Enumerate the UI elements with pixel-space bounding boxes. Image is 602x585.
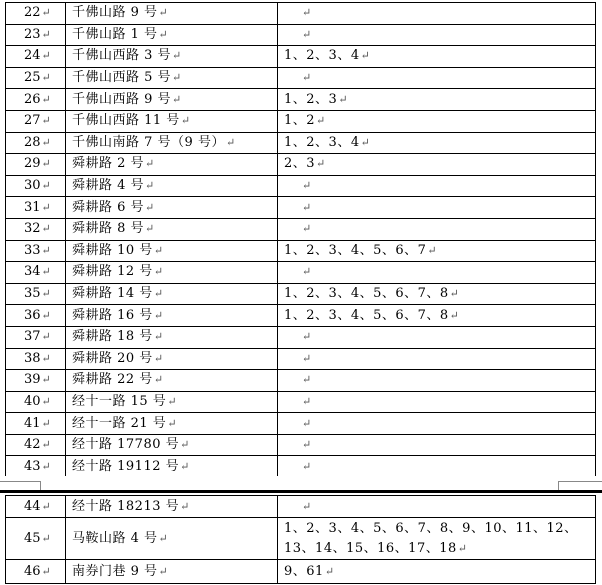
address-cell bbox=[66, 413, 278, 435]
table-row bbox=[6, 305, 596, 327]
table-row bbox=[6, 496, 596, 518]
row-number-cell bbox=[6, 434, 66, 456]
row-number: 26 bbox=[24, 91, 41, 107]
row-number-cell bbox=[6, 518, 66, 560]
row-number-cell bbox=[6, 24, 66, 46]
paragraph-mark: ↵ bbox=[302, 416, 312, 430]
row-number-cell bbox=[6, 496, 66, 518]
row-number: 45 bbox=[24, 530, 41, 546]
address-text: 舜耕路 4 号 bbox=[72, 178, 145, 194]
paragraph-mark: ↵ bbox=[316, 157, 326, 171]
paragraph-mark: ↵ bbox=[302, 27, 312, 41]
paragraph-mark: ↵ bbox=[158, 531, 169, 545]
address-text: 舜耕路 8 号 bbox=[72, 221, 145, 237]
address-cell bbox=[66, 24, 278, 46]
row-number: 46 bbox=[24, 563, 41, 579]
table-row bbox=[6, 348, 596, 370]
row-number: 36 bbox=[24, 307, 41, 323]
address-cell bbox=[66, 370, 278, 392]
row-number: 24 bbox=[24, 48, 41, 64]
paragraph-mark: ↵ bbox=[41, 394, 51, 408]
paragraph-mark: ↵ bbox=[41, 531, 51, 545]
row-number: 43 bbox=[24, 458, 41, 474]
address-text: 舜耕路 22 号 bbox=[72, 372, 153, 388]
paragraph-mark: ↵ bbox=[302, 200, 312, 214]
paragraph-mark: ↵ bbox=[153, 373, 164, 387]
table-row bbox=[6, 413, 596, 435]
address-cell bbox=[66, 89, 278, 111]
row-number: 33 bbox=[24, 242, 41, 258]
address-text: 千佛山路 9 号 bbox=[72, 5, 158, 21]
paragraph-mark: ↵ bbox=[41, 49, 51, 63]
address-cell bbox=[66, 110, 278, 132]
paragraph-mark: ↵ bbox=[302, 265, 312, 279]
paragraph-mark: ↵ bbox=[449, 308, 460, 322]
unit-numbers-cell bbox=[278, 46, 596, 68]
table-row bbox=[6, 3, 596, 25]
paragraph-mark: ↵ bbox=[457, 541, 468, 555]
paragraph-mark: ↵ bbox=[172, 92, 182, 106]
crop-mark-right-vertical bbox=[558, 481, 559, 490]
paragraph-mark: ↵ bbox=[427, 243, 438, 257]
address-text: 经十路 18213 号 bbox=[72, 498, 180, 514]
crop-mark-left-vertical bbox=[40, 481, 41, 490]
address-cell bbox=[66, 262, 278, 284]
paragraph-mark: ↵ bbox=[316, 114, 326, 128]
table-row bbox=[6, 154, 596, 176]
address-table-page1 bbox=[5, 2, 596, 478]
row-number: 35 bbox=[24, 286, 41, 302]
paragraph-mark: ↵ bbox=[41, 135, 51, 149]
address-cell bbox=[66, 132, 278, 154]
paragraph-mark: ↵ bbox=[153, 265, 164, 279]
paragraph-mark: ↵ bbox=[167, 394, 178, 408]
paragraph-mark: ↵ bbox=[302, 330, 312, 344]
paragraph-mark: ↵ bbox=[449, 287, 460, 301]
row-number: 31 bbox=[24, 199, 41, 215]
paragraph-mark: ↵ bbox=[145, 222, 155, 236]
address-cell bbox=[66, 305, 278, 327]
address-cell bbox=[66, 348, 278, 370]
row-number-cell bbox=[6, 46, 66, 68]
table-row bbox=[6, 434, 596, 456]
table-row bbox=[6, 560, 596, 584]
paragraph-mark: ↵ bbox=[41, 92, 51, 106]
address-cell bbox=[66, 560, 278, 584]
paragraph-mark: ↵ bbox=[41, 114, 51, 128]
row-number: 38 bbox=[24, 350, 41, 366]
crop-mark-right bbox=[558, 481, 602, 482]
table-row bbox=[6, 46, 596, 68]
unit-numbers: 1、2、3、4、5、6、7、8 bbox=[284, 307, 449, 323]
paragraph-mark: ↵ bbox=[41, 71, 51, 85]
address-cell bbox=[66, 326, 278, 348]
row-number-cell bbox=[6, 413, 66, 435]
row-number-cell bbox=[6, 3, 66, 25]
address-text: 舜耕路 2 号 bbox=[72, 156, 145, 172]
row-number: 30 bbox=[24, 178, 41, 194]
paragraph-mark: ↵ bbox=[41, 351, 51, 365]
paragraph-mark: ↵ bbox=[302, 499, 312, 513]
paragraph-mark: ↵ bbox=[41, 27, 51, 41]
row-number-cell bbox=[6, 175, 66, 197]
paragraph-mark: ↵ bbox=[360, 49, 371, 63]
address-text: 舜耕路 10 号 bbox=[72, 242, 153, 258]
unit-numbers-cell bbox=[278, 3, 596, 25]
address-text: 千佛山西路 11 号 bbox=[72, 113, 180, 129]
unit-numbers-cell bbox=[278, 24, 596, 46]
paragraph-mark: ↵ bbox=[360, 135, 371, 149]
paragraph-mark: ↵ bbox=[145, 200, 155, 214]
table-body bbox=[6, 3, 596, 478]
unit-numbers-cell bbox=[278, 154, 596, 176]
unit-numbers-cell bbox=[278, 496, 596, 518]
unit-numbers-cell bbox=[278, 456, 596, 478]
address-cell bbox=[66, 496, 278, 518]
paragraph-mark: ↵ bbox=[180, 499, 190, 513]
paragraph-mark: ↵ bbox=[158, 564, 169, 578]
paragraph-mark: ↵ bbox=[41, 287, 51, 301]
row-number: 23 bbox=[24, 26, 41, 42]
row-number: 41 bbox=[24, 415, 41, 431]
paragraph-mark: ↵ bbox=[145, 157, 155, 171]
row-number: 27 bbox=[24, 113, 41, 129]
table-row bbox=[6, 132, 596, 154]
address-text: 千佛山路 1 号 bbox=[72, 26, 158, 42]
table-row bbox=[6, 24, 596, 46]
row-number-cell bbox=[6, 67, 66, 89]
address-text: 经十一路 21 号 bbox=[72, 415, 167, 431]
paragraph-mark: ↵ bbox=[338, 92, 349, 106]
unit-numbers-cell bbox=[278, 348, 596, 370]
unit-numbers-cell bbox=[278, 283, 596, 305]
row-number: 32 bbox=[24, 221, 41, 237]
table-row bbox=[6, 110, 596, 132]
paragraph-mark: ↵ bbox=[180, 438, 190, 452]
address-cell bbox=[66, 391, 278, 413]
paragraph-mark: ↵ bbox=[167, 416, 178, 430]
table-row bbox=[6, 218, 596, 240]
table-row bbox=[6, 89, 596, 111]
row-number: 25 bbox=[24, 70, 41, 86]
address-text: 千佛山西路 3 号 bbox=[72, 48, 172, 64]
table-row bbox=[6, 262, 596, 284]
paragraph-mark: ↵ bbox=[41, 373, 51, 387]
row-number: 44 bbox=[24, 498, 41, 514]
paragraph-mark: ↵ bbox=[41, 243, 51, 257]
unit-numbers: 2、3 bbox=[284, 156, 316, 172]
unit-numbers: 1、2、3、4、5、6、7、8 bbox=[284, 286, 449, 302]
unit-numbers-cell bbox=[278, 305, 596, 327]
unit-numbers-cell bbox=[278, 370, 596, 392]
paragraph-mark: ↵ bbox=[153, 308, 164, 322]
unit-numbers: 1、2、3、4、5、6、7、8、9、10、11、12、13、14、15、16、17、18 bbox=[284, 520, 578, 556]
address-text: 舜耕路 20 号 bbox=[72, 350, 153, 366]
address-cell bbox=[66, 456, 278, 478]
address-text: 舜耕路 12 号 bbox=[72, 264, 153, 280]
address-text: 舜耕路 14 号 bbox=[72, 286, 153, 302]
paragraph-mark: ↵ bbox=[41, 564, 51, 578]
table-row bbox=[6, 197, 596, 219]
row-number-cell bbox=[6, 197, 66, 219]
row-number: 39 bbox=[24, 372, 41, 388]
paragraph-mark: ↵ bbox=[302, 71, 312, 85]
page-break-rule bbox=[0, 490, 602, 493]
row-number-cell bbox=[6, 283, 66, 305]
address-cell bbox=[66, 3, 278, 25]
unit-numbers-cell bbox=[278, 413, 596, 435]
row-number-cell bbox=[6, 348, 66, 370]
row-number-cell bbox=[6, 262, 66, 284]
table-row bbox=[6, 240, 596, 262]
paragraph-mark: ↵ bbox=[41, 6, 51, 20]
row-number: 22 bbox=[24, 5, 41, 21]
row-number-cell bbox=[6, 456, 66, 478]
row-number-cell bbox=[6, 370, 66, 392]
address-text: 马鞍山路 4 号 bbox=[72, 530, 158, 546]
unit-numbers: 1、2、3、4 bbox=[284, 134, 360, 150]
unit-numbers: 1、2 bbox=[284, 113, 316, 129]
row-number: 34 bbox=[24, 264, 41, 280]
address-text: 千佛山南路 7 号（9 号） bbox=[72, 134, 225, 150]
paragraph-mark: ↵ bbox=[225, 135, 236, 149]
unit-numbers-cell bbox=[278, 175, 596, 197]
paragraph-mark: ↵ bbox=[41, 179, 51, 193]
table-row bbox=[6, 283, 596, 305]
paragraph-mark: ↵ bbox=[41, 157, 51, 171]
address-cell bbox=[66, 197, 278, 219]
paragraph-mark: ↵ bbox=[41, 438, 51, 452]
address-text: 经十路 17780 号 bbox=[72, 437, 180, 453]
paragraph-mark: ↵ bbox=[302, 179, 312, 193]
address-table-page2 bbox=[5, 495, 596, 584]
address-cell bbox=[66, 518, 278, 560]
address-text: 千佛山西路 5 号 bbox=[72, 70, 172, 86]
address-text: 舜耕路 6 号 bbox=[72, 199, 145, 215]
address-text: 经十路 19112 号 bbox=[72, 458, 180, 474]
table-row bbox=[6, 326, 596, 348]
address-text: 舜耕路 18 号 bbox=[72, 329, 153, 345]
paragraph-mark: ↵ bbox=[41, 459, 51, 473]
paragraph-mark: ↵ bbox=[158, 27, 169, 41]
paragraph-mark: ↵ bbox=[41, 265, 51, 279]
row-number: 29 bbox=[24, 156, 41, 172]
paragraph-mark: ↵ bbox=[172, 49, 182, 63]
row-number-cell bbox=[6, 132, 66, 154]
address-cell bbox=[66, 218, 278, 240]
unit-numbers: 1、2、3 bbox=[284, 91, 338, 107]
row-number: 40 bbox=[24, 393, 41, 409]
paragraph-mark: ↵ bbox=[145, 179, 155, 193]
row-number-cell bbox=[6, 305, 66, 327]
address-cell bbox=[66, 46, 278, 68]
paragraph-mark: ↵ bbox=[302, 373, 312, 387]
paragraph-mark: ↵ bbox=[41, 200, 51, 214]
table-row bbox=[6, 370, 596, 392]
row-number-cell bbox=[6, 218, 66, 240]
paragraph-mark: ↵ bbox=[158, 6, 169, 20]
paragraph-mark: ↵ bbox=[153, 287, 164, 301]
unit-numbers-cell bbox=[278, 391, 596, 413]
unit-numbers: 9、61 bbox=[284, 563, 324, 579]
row-number: 42 bbox=[24, 437, 41, 453]
row-number: 28 bbox=[24, 134, 41, 150]
row-number-cell bbox=[6, 89, 66, 111]
table-row bbox=[6, 391, 596, 413]
unit-numbers: 1、2、3、4 bbox=[284, 48, 360, 64]
row-number: 37 bbox=[24, 329, 41, 345]
unit-numbers-cell bbox=[278, 434, 596, 456]
paragraph-mark: ↵ bbox=[172, 71, 182, 85]
address-cell bbox=[66, 154, 278, 176]
paragraph-mark: ↵ bbox=[302, 394, 312, 408]
paragraph-mark: ↵ bbox=[180, 114, 191, 128]
unit-numbers-cell bbox=[278, 518, 596, 560]
unit-numbers-cell bbox=[278, 262, 596, 284]
paragraph-mark: ↵ bbox=[302, 438, 312, 452]
unit-numbers-cell bbox=[278, 218, 596, 240]
paragraph-mark: ↵ bbox=[302, 6, 312, 20]
address-text: 经十一路 15 号 bbox=[72, 393, 167, 409]
unit-numbers-cell bbox=[278, 67, 596, 89]
paragraph-mark: ↵ bbox=[41, 330, 51, 344]
paragraph-mark: ↵ bbox=[324, 564, 335, 578]
unit-numbers-cell bbox=[278, 110, 596, 132]
address-cell bbox=[66, 175, 278, 197]
address-text: 舜耕路 16 号 bbox=[72, 307, 153, 323]
unit-numbers-cell bbox=[278, 197, 596, 219]
paragraph-mark: ↵ bbox=[302, 222, 312, 236]
paragraph-mark: ↵ bbox=[302, 459, 312, 473]
row-number-cell bbox=[6, 560, 66, 584]
table-row bbox=[6, 518, 596, 560]
address-text: 南券门巷 9 号 bbox=[72, 563, 158, 579]
row-number-cell bbox=[6, 391, 66, 413]
paragraph-mark: ↵ bbox=[41, 416, 51, 430]
paragraph-mark: ↵ bbox=[302, 351, 312, 365]
paragraph-mark: ↵ bbox=[41, 308, 51, 322]
paragraph-mark: ↵ bbox=[41, 222, 51, 236]
unit-numbers-cell bbox=[278, 560, 596, 584]
address-text: 千佛山西路 9 号 bbox=[72, 91, 172, 107]
address-cell bbox=[66, 67, 278, 89]
row-number-cell bbox=[6, 110, 66, 132]
row-number-cell bbox=[6, 326, 66, 348]
paragraph-mark: ↵ bbox=[153, 351, 164, 365]
address-cell bbox=[66, 434, 278, 456]
unit-numbers: 1、2、3、4、5、6、7 bbox=[284, 242, 427, 258]
paragraph-mark: ↵ bbox=[180, 459, 190, 473]
table-row bbox=[6, 456, 596, 478]
table-row bbox=[6, 175, 596, 197]
unit-numbers-cell bbox=[278, 89, 596, 111]
crop-mark-left bbox=[0, 481, 40, 482]
unit-numbers-cell bbox=[278, 132, 596, 154]
address-cell bbox=[66, 283, 278, 305]
row-number-cell bbox=[6, 154, 66, 176]
table-body bbox=[6, 496, 596, 584]
unit-numbers-cell bbox=[278, 326, 596, 348]
paragraph-mark: ↵ bbox=[153, 243, 164, 257]
unit-numbers-cell bbox=[278, 240, 596, 262]
paragraph-mark: ↵ bbox=[153, 330, 164, 344]
table-row bbox=[6, 67, 596, 89]
paragraph-mark: ↵ bbox=[41, 499, 51, 513]
row-number-cell bbox=[6, 240, 66, 262]
address-cell bbox=[66, 240, 278, 262]
